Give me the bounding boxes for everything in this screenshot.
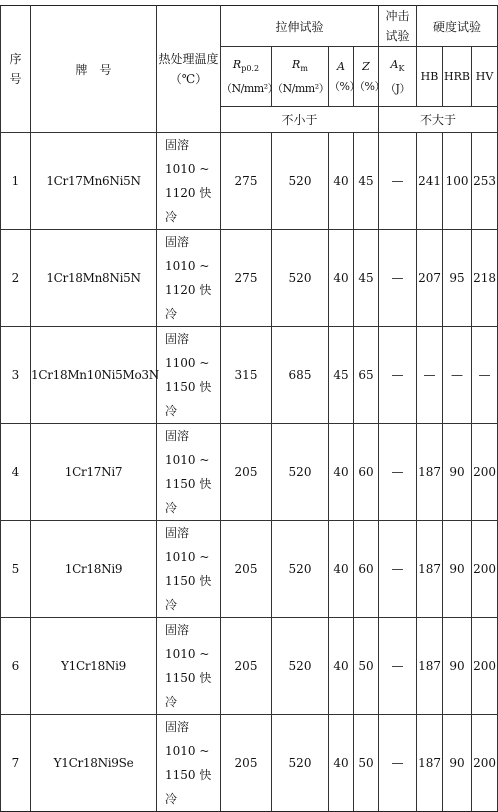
cell-rm: 520 (272, 230, 329, 327)
cell-elongation: 40 (329, 230, 354, 327)
cell-hrb: 90 (443, 424, 472, 521)
cell-no: 1 (1, 133, 31, 230)
table-row (1, 327, 498, 424)
cell-grade: Y1Cr18Ni9 (31, 618, 157, 715)
cell-rp02: 275 (221, 230, 272, 327)
cell-hb: 241 (417, 133, 443, 230)
cell-heat-treatment (157, 133, 221, 230)
rm-subscript: m (300, 63, 308, 73)
table-row (1, 230, 498, 327)
cell-heat-treatment (157, 618, 221, 715)
cell-hrb: — (443, 327, 472, 424)
header-heat-line2: （℃） (169, 72, 208, 86)
header-grade: 牌 号 (31, 6, 157, 133)
table-row (1, 424, 498, 521)
header-elongation (329, 47, 360, 107)
cell-rp02: 275 (221, 133, 272, 230)
cell-heat-treatment (157, 521, 221, 618)
cell-impact: — (379, 133, 417, 230)
cell-rm: 520 (272, 521, 329, 618)
heat-treatment-line1: 固溶 1100 ~ (165, 332, 210, 370)
cell-rp02: 315 (221, 327, 272, 424)
cell-no: 5 (1, 521, 31, 618)
cell-rm: 520 (272, 133, 329, 230)
cell-reduction: 60 (354, 521, 379, 618)
cell-reduction: 45 (354, 230, 379, 327)
cell-grade: Y1Cr18Ni9Se (31, 715, 157, 812)
header-heat-treatment (157, 6, 221, 133)
heat-treatment-line1: 固溶 1010 ~ (165, 623, 210, 661)
z-symbol: Z (362, 59, 370, 73)
cell-grade: 1Cr17Ni7 (31, 424, 157, 521)
header-heat-line1: 热处理温度 (158, 52, 219, 66)
heat-treatment-line2: 1120 快冷 (165, 283, 212, 321)
rp-unit: （N/mm²） (221, 81, 279, 95)
header-seq (1, 6, 31, 133)
table-body (1, 133, 498, 812)
header-rm (272, 47, 329, 107)
rm-unit: （N/mm²） (272, 81, 330, 95)
cell-rm: 685 (272, 327, 329, 424)
a-symbol: A (337, 59, 345, 73)
cell-hb: 207 (417, 230, 443, 327)
cell-rm: 520 (272, 715, 329, 812)
cell-hv: — (472, 327, 498, 424)
cell-hv: 200 (472, 521, 498, 618)
cell-hrb: 90 (443, 618, 472, 715)
cell-hb: 187 (417, 521, 443, 618)
cell-hb: 187 (417, 715, 443, 812)
cell-grade: 1Cr18Mn8Ni5N (31, 230, 157, 327)
heat-treatment-line2: 1120 快冷 (165, 186, 212, 224)
cell-reduction: 65 (354, 327, 379, 424)
heat-treatment-line2: 1150 快冷 (165, 380, 212, 418)
header-impact-energy (379, 47, 417, 107)
header-tensile-test: 拉伸试验 (221, 6, 379, 47)
cell-impact: — (379, 230, 417, 327)
heat-treatment-line2: 1150 快冷 (165, 477, 212, 515)
cell-rp02: 205 (221, 618, 272, 715)
cell-rm: 520 (272, 424, 329, 521)
heat-treatment-line1: 固溶 1010 ~ (165, 138, 210, 176)
rp-subscript: p0.2 (241, 63, 260, 73)
cell-impact: — (379, 327, 417, 424)
cell-reduction: 45 (354, 133, 379, 230)
cell-hv: 253 (472, 133, 498, 230)
cell-grade: 1Cr18Mn10Ni5Mo3N (31, 327, 157, 424)
cell-no: 3 (1, 327, 31, 424)
cell-no: 6 (1, 618, 31, 715)
rp-symbol: R (232, 57, 242, 71)
cell-hrb: 90 (443, 715, 472, 812)
cell-reduction: 50 (354, 715, 379, 812)
header-reduction (354, 47, 385, 107)
heat-treatment-line2: 1150 快冷 (165, 574, 212, 612)
cell-hb: 187 (417, 618, 443, 715)
table-row (1, 618, 498, 715)
heat-treatment-line2: 1150 快冷 (165, 671, 212, 709)
cell-hb: — (417, 327, 443, 424)
table-row (1, 715, 498, 812)
heat-treatment-line1: 固溶 1010 ~ (165, 526, 210, 564)
cell-elongation: 40 (329, 618, 354, 715)
header-not-more-than: 不大于 (379, 107, 498, 133)
cell-heat-treatment (157, 327, 221, 424)
cell-hrb: 90 (443, 521, 472, 618)
header-not-less-than: 不小于 (221, 107, 379, 133)
header-row-1 (1, 6, 498, 47)
cell-heat-treatment (157, 715, 221, 812)
ak-symbol: A (390, 57, 399, 71)
ak-unit: （J） (385, 81, 410, 95)
header-seq-line2: 号 (9, 72, 22, 86)
cell-no: 4 (1, 424, 31, 521)
z-unit: （%） (354, 79, 385, 93)
cell-hv: 200 (472, 424, 498, 521)
header-impact-line2: 试验 (385, 29, 410, 43)
cell-elongation: 45 (329, 327, 354, 424)
cell-rp02: 205 (221, 521, 272, 618)
cell-hv: 218 (472, 230, 498, 327)
cell-grade: 1Cr17Mn6Ni5N (31, 133, 157, 230)
header-impact-test (379, 6, 417, 47)
header-seq-line1: 序 (9, 52, 22, 66)
header-hb: HB (417, 47, 443, 107)
header-impact-line1: 冲击 (385, 9, 410, 23)
cell-rp02: 205 (221, 715, 272, 812)
cell-hb: 187 (417, 424, 443, 521)
cell-rm: 520 (272, 618, 329, 715)
cell-elongation: 40 (329, 133, 354, 230)
cell-reduction: 50 (354, 618, 379, 715)
cell-hv: 200 (472, 618, 498, 715)
steel-properties-table (0, 5, 498, 812)
a-unit: （%） (329, 79, 360, 93)
heat-treatment-line1: 固溶 1010 ~ (165, 429, 210, 467)
ak-subscript: K (398, 63, 405, 73)
cell-hv: 200 (472, 715, 498, 812)
cell-hrb: 100 (443, 133, 472, 230)
cell-rp02: 205 (221, 424, 272, 521)
cell-hrb: 95 (443, 230, 472, 327)
cell-impact: — (379, 715, 417, 812)
cell-heat-treatment (157, 424, 221, 521)
heat-treatment-line1: 固溶 1010 ~ (165, 720, 210, 758)
heat-treatment-line1: 固溶 1010 ~ (165, 235, 210, 273)
cell-no: 2 (1, 230, 31, 327)
table-row (1, 521, 498, 618)
header-hv: HV (472, 47, 498, 107)
cell-elongation: 40 (329, 424, 354, 521)
cell-impact: — (379, 424, 417, 521)
cell-impact: — (379, 618, 417, 715)
header-rp02 (221, 47, 279, 107)
table-row (1, 133, 498, 230)
heat-treatment-line2: 1150 快冷 (165, 768, 212, 806)
header-hrb: HRB (443, 47, 472, 107)
header-hardness-test: 硬度试验 (417, 6, 498, 47)
cell-no: 7 (1, 715, 31, 812)
cell-grade: 1Cr18Ni9 (31, 521, 157, 618)
rm-symbol: R (292, 57, 301, 71)
cell-heat-treatment (157, 230, 221, 327)
cell-elongation: 40 (329, 521, 354, 618)
cell-elongation: 40 (329, 715, 354, 812)
cell-impact: — (379, 521, 417, 618)
cell-reduction: 60 (354, 424, 379, 521)
